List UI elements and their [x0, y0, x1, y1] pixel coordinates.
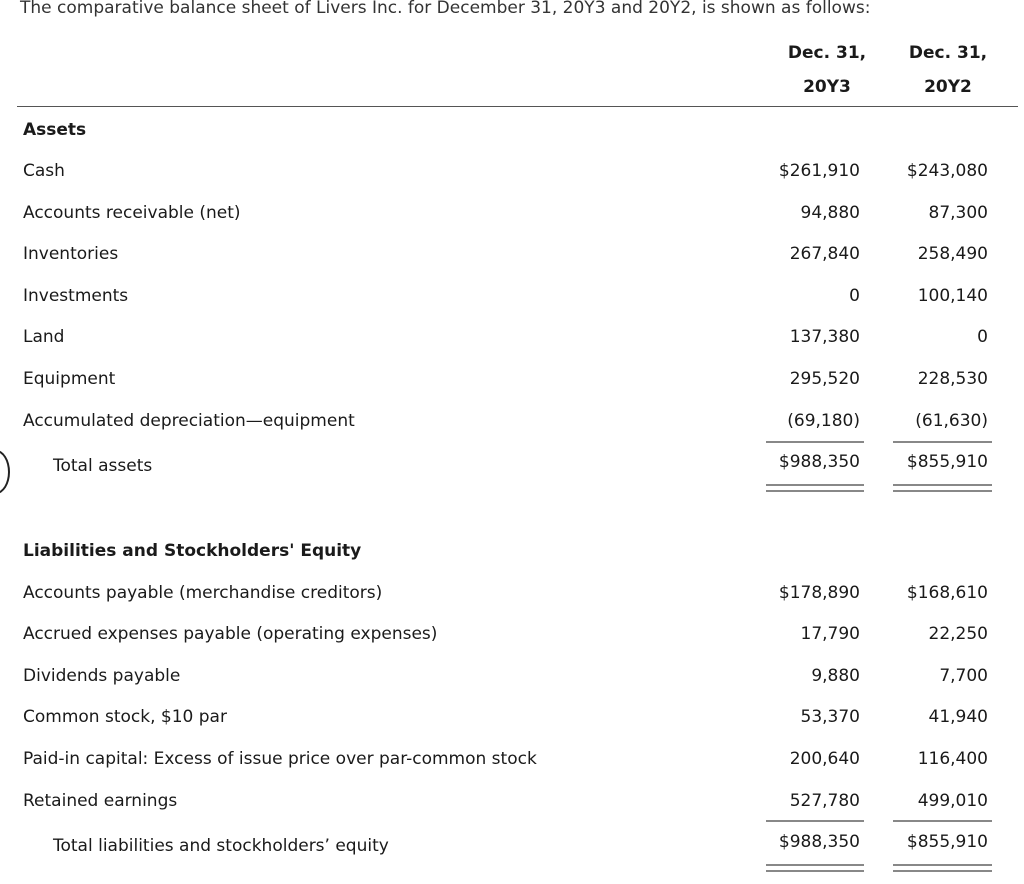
value-20y3: 94,880: [800, 203, 860, 223]
row-label: Dividends payable: [23, 666, 181, 686]
row-label: Paid-in capital: Excess of issue price over par-common stock: [23, 749, 537, 769]
total-liabilities-equity-label: Total liabilities and stockholders’ equity: [53, 836, 389, 856]
total-assets-label: Total assets: [53, 456, 153, 476]
column-header-line1: Dec. 31,: [908, 43, 988, 63]
total-liabilities-equity-20y3: $988,350: [778, 832, 860, 852]
row-label: Retained earnings: [23, 791, 178, 811]
value-20y3: 527,780: [789, 791, 860, 811]
row-label: Accrued expenses payable (operating expenses): [23, 624, 438, 644]
table-row: [0, 786, 1024, 816]
table-row: [0, 281, 1024, 311]
value-20y3: 0: [849, 286, 860, 306]
table-row: [0, 619, 1024, 649]
value-20y3: $261,910: [778, 161, 860, 181]
row-label: Accounts receivable (net): [23, 203, 241, 223]
liabilities-heading-row: [0, 536, 1024, 566]
table-row: [0, 578, 1024, 608]
total-assets-20y2: $855,910: [906, 452, 988, 472]
total-liabilities-equity-20y2: $855,910: [906, 832, 988, 852]
column-header-20y2: [883, 36, 1013, 104]
liabilities-heading: Liabilities and Stockholders' Equity: [23, 541, 362, 561]
column-header-20y3: [762, 36, 892, 104]
total-assets-20y3: $988,350: [778, 452, 860, 472]
table-row: [0, 156, 1024, 186]
column-header-line2: 20Y2: [924, 77, 972, 97]
table-row: [0, 239, 1024, 269]
table-row: [0, 406, 1024, 436]
row-label: Equipment: [23, 369, 116, 389]
assets-heading-row: [0, 115, 1024, 145]
intro-text: The comparative balance sheet of Livers Inc. for December 31, 20Y3 and 20Y2, is shown as follows:: [20, 0, 871, 18]
value-20y3: 267,840: [789, 244, 860, 264]
column-header-line1: Dec. 31,: [787, 43, 867, 63]
total-double-rule: [766, 484, 864, 492]
value-20y2: 22,250: [928, 624, 988, 644]
total-liabilities-equity-row: [0, 831, 1024, 861]
value-20y2: 100,140: [917, 286, 988, 306]
value-20y2: 41,940: [928, 707, 988, 727]
value-20y2: 7,700: [939, 666, 988, 686]
row-label: Investments: [23, 286, 129, 306]
value-20y3: 200,640: [789, 749, 860, 769]
value-20y3: $178,890: [778, 583, 860, 603]
total-double-rule: [893, 864, 992, 872]
row-label: Accumulated depreciation—equipment: [23, 411, 355, 431]
table-row: [0, 198, 1024, 228]
value-20y3: 295,520: [789, 369, 860, 389]
table-row: [0, 744, 1024, 774]
value-20y3: 137,380: [789, 327, 860, 347]
table-row: [0, 364, 1024, 394]
value-20y3: (69,180): [787, 411, 860, 431]
row-label: Inventories: [23, 244, 119, 264]
subtotal-rule: [766, 441, 864, 443]
value-20y2: 499,010: [917, 791, 988, 811]
value-20y3: 17,790: [800, 624, 860, 644]
value-20y2: 228,530: [917, 369, 988, 389]
subtotal-rule: [766, 820, 864, 822]
row-label: Cash: [23, 161, 65, 181]
table-row: [0, 661, 1024, 691]
value-20y2: (61,630): [915, 411, 988, 431]
value-20y3: 9,880: [811, 666, 860, 686]
row-label: Accounts payable (merchandise creditors): [23, 583, 383, 603]
table-row: [0, 702, 1024, 732]
subtotal-rule: [893, 820, 992, 822]
row-label: Land: [23, 327, 65, 347]
column-header-line2: 20Y3: [803, 77, 851, 97]
total-double-rule: [766, 864, 864, 872]
table-row: [0, 322, 1024, 352]
assets-heading: Assets: [23, 120, 87, 140]
row-label: Common stock, $10 par: [23, 707, 227, 727]
total-double-rule: [893, 484, 992, 492]
value-20y2: $168,610: [906, 583, 988, 603]
value-20y3: 53,370: [800, 707, 860, 727]
value-20y2: 116,400: [917, 749, 988, 769]
header-divider: [17, 106, 1018, 107]
value-20y2: $243,080: [906, 161, 988, 181]
value-20y2: 0: [977, 327, 988, 347]
value-20y2: 87,300: [928, 203, 988, 223]
subtotal-rule: [893, 441, 992, 443]
total-assets-row: [0, 451, 1024, 481]
value-20y2: 258,490: [917, 244, 988, 264]
